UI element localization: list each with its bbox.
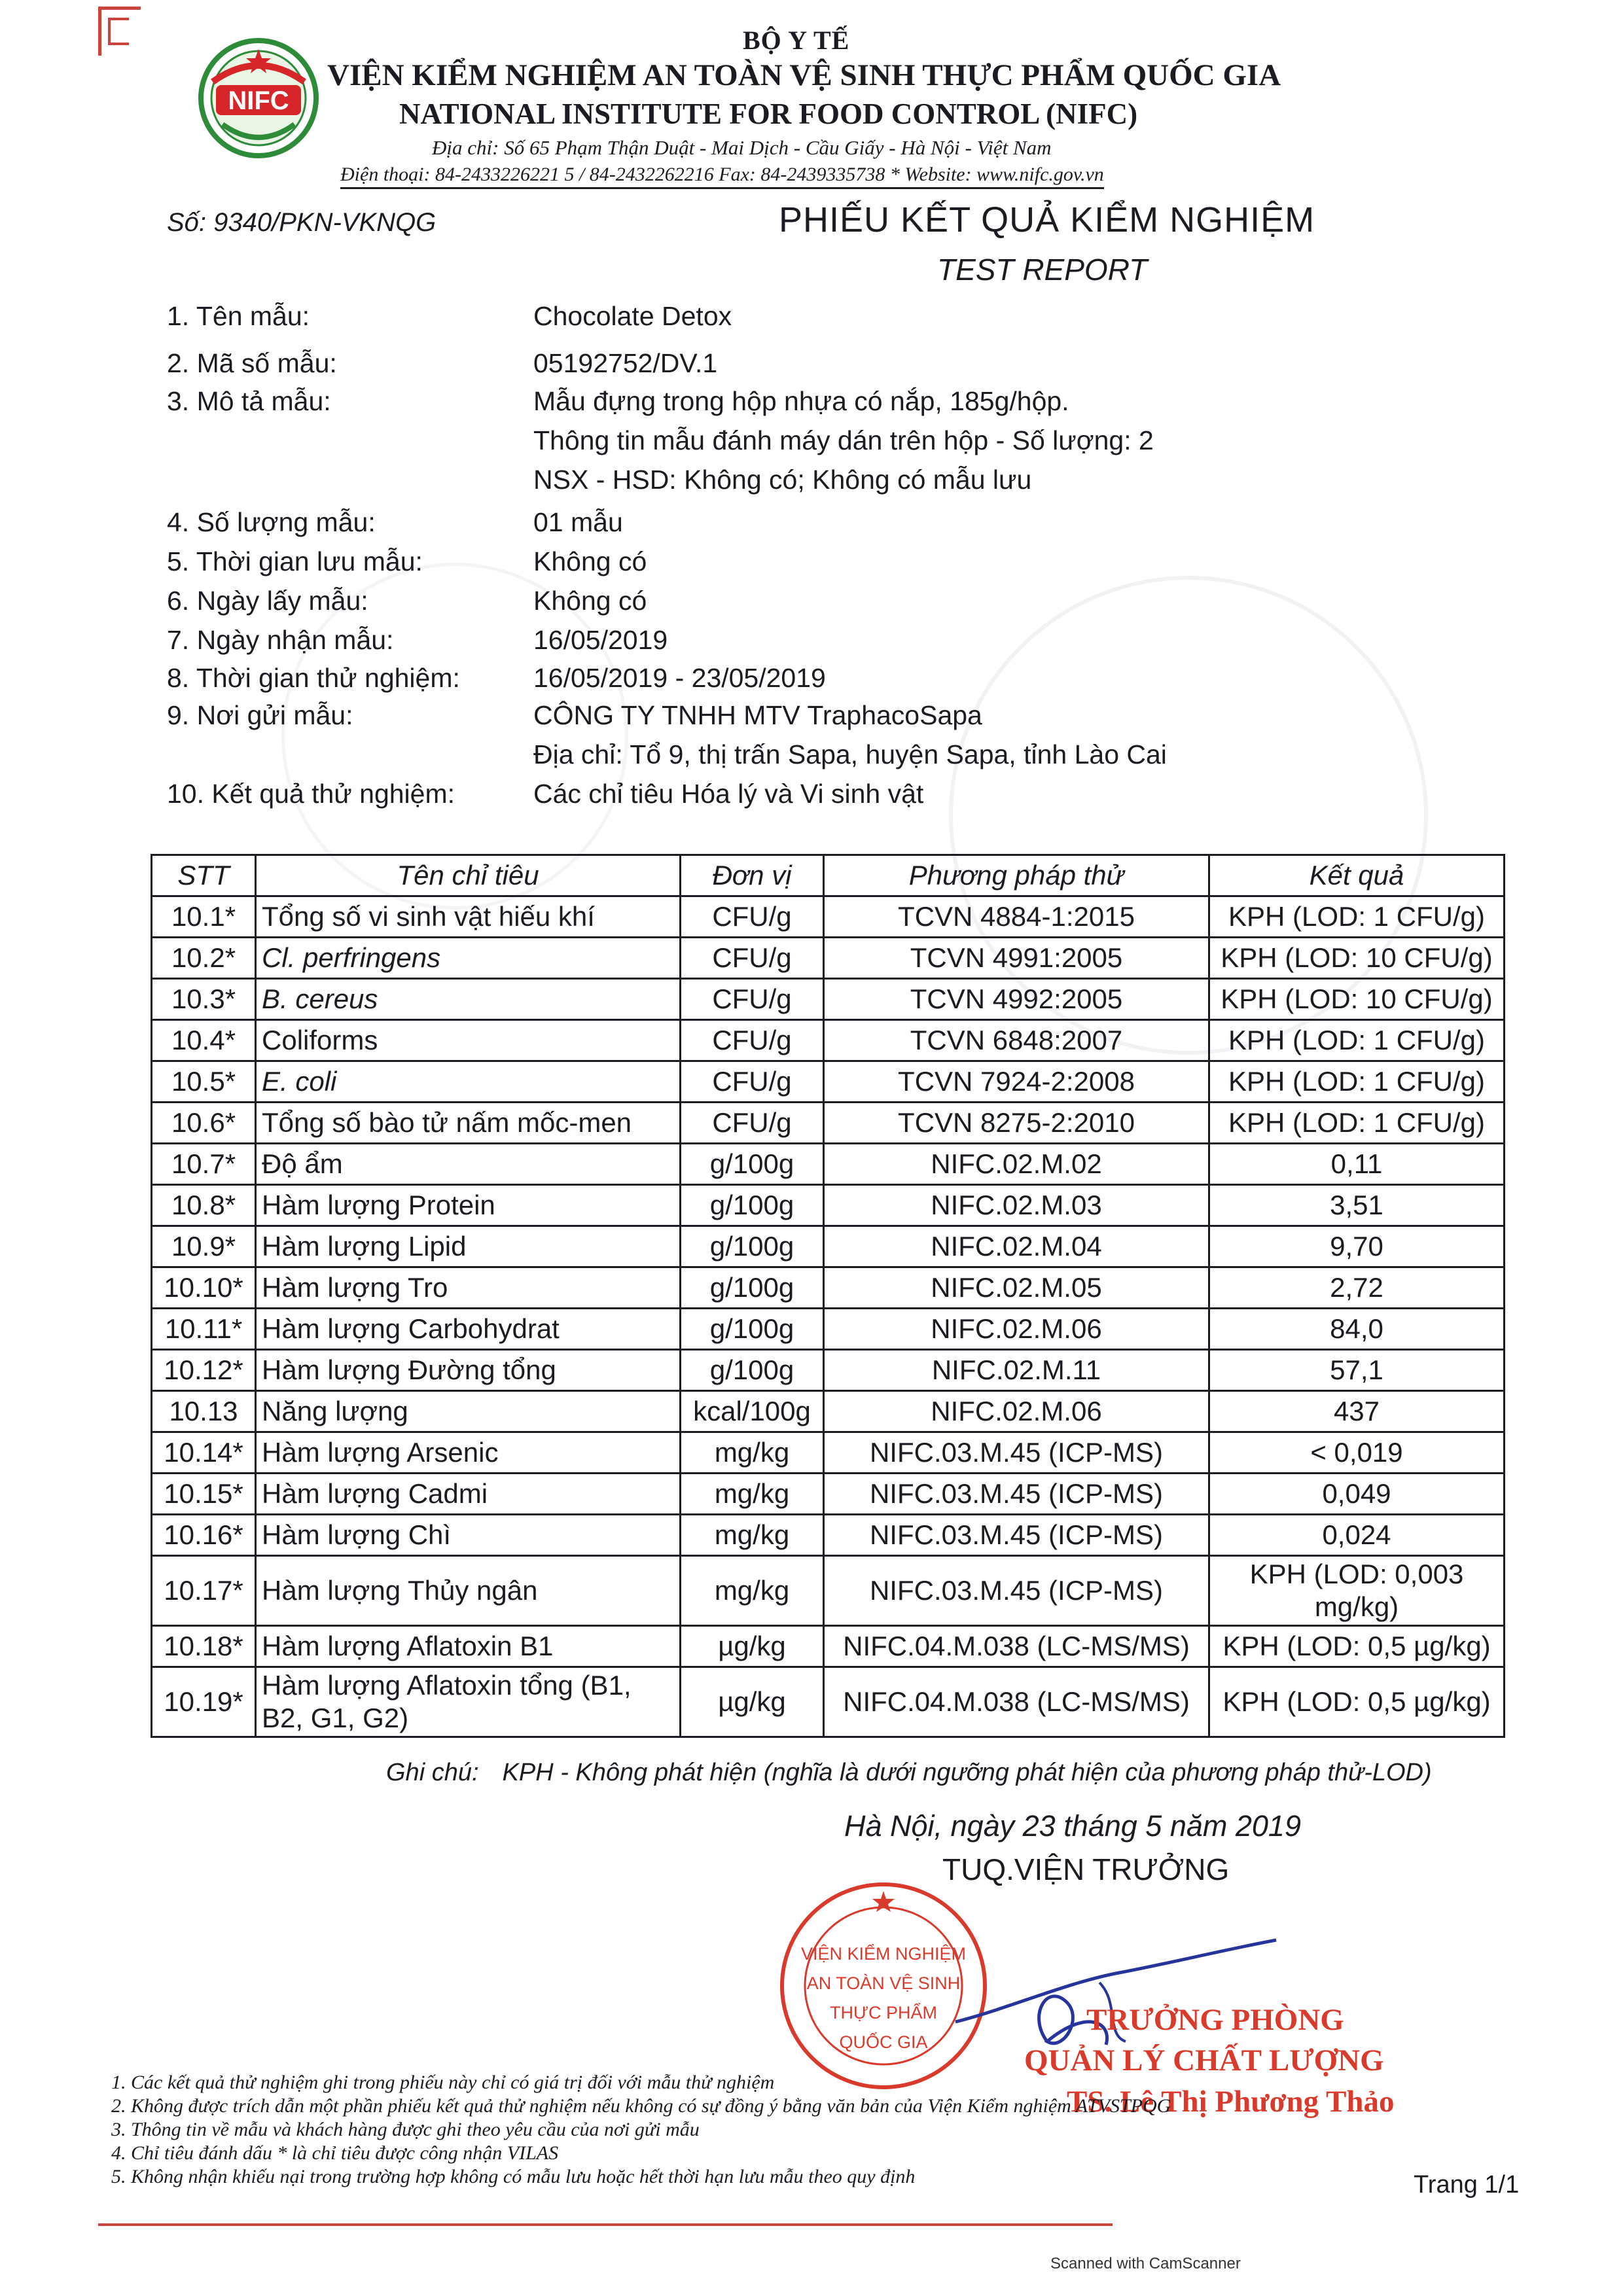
cell-stt: 10.15* <box>152 1474 256 1515</box>
info-value: CÔNG TY TNHH MTV TraphacoSapa <box>533 700 982 730</box>
cell-name: Hàm lượng Aflatoxin B1 <box>256 1626 681 1667</box>
stamp-line: QUỐC GIA <box>839 2032 928 2052</box>
cell-unit: kcal/100g <box>681 1391 824 1432</box>
info-value: 16/05/2019 <box>533 625 668 655</box>
report-title: PHIẾU KẾT QUẢ KIỂM NGHIỆM <box>779 200 1315 239</box>
footnote-item: 2. Không được trích dẫn một phần phiếu kết quả thử nghiệm nếu không có sự đồng ý bằng văn bản của Viện Kiểm nghiệm ATVSTPQG <box>111 2095 1171 2117</box>
cell-method: TCVN 4992:2005 <box>824 979 1209 1020</box>
cell-name: E. coli <box>256 1061 681 1103</box>
cell-stt: 10.14* <box>152 1432 256 1474</box>
cell-unit: CFU/g <box>681 896 824 938</box>
cell-unit: mg/kg <box>681 1515 824 1556</box>
cell-result: KPH (LOD: 1 CFU/g) <box>1209 1020 1505 1061</box>
table-row <box>152 979 1505 1020</box>
cell-result: 0,11 <box>1209 1144 1505 1185</box>
cell-unit: CFU/g <box>681 1020 824 1061</box>
cell-result: 0,024 <box>1209 1515 1505 1556</box>
table-row <box>152 1556 1505 1626</box>
corner-ornament <box>98 7 141 56</box>
cell-method: TCVN 4991:2005 <box>824 938 1209 979</box>
cell-method: NIFC.02.M.03 <box>824 1185 1209 1226</box>
nifc-logo <box>196 36 321 160</box>
cell-result: 437 <box>1209 1391 1505 1432</box>
cell-unit: CFU/g <box>681 938 824 979</box>
cell-name: Hàm lượng Chì <box>256 1515 681 1556</box>
table-row <box>152 1309 1505 1350</box>
cell-name: Năng lượng <box>256 1391 681 1432</box>
cell-result: KPH (LOD: 10 CFU/g) <box>1209 938 1505 979</box>
cell-result: KPH (LOD: 1 CFU/g) <box>1209 1061 1505 1103</box>
cell-stt: 10.1* <box>152 896 256 938</box>
cell-stt: 10.4* <box>152 1020 256 1061</box>
col-header-stt: STT <box>152 855 256 896</box>
cell-stt: 10.11* <box>152 1309 256 1350</box>
col-header-result: Kết quả <box>1209 855 1505 896</box>
cell-unit: CFU/g <box>681 1103 824 1144</box>
signatory-name: TS. Lê Thị Phương Thảo <box>1067 2085 1395 2119</box>
cell-unit: g/100g <box>681 1185 824 1226</box>
cell-method: NIFC.02.M.06 <box>824 1391 1209 1432</box>
cell-method: NIFC.02.M.06 <box>824 1309 1209 1350</box>
cell-name: Hàm lượng Thủy ngân <box>256 1556 681 1626</box>
cell-method: NIFC.02.M.05 <box>824 1267 1209 1309</box>
cell-result: 2,72 <box>1209 1267 1505 1309</box>
cell-method: NIFC.03.M.45 (ICP-MS) <box>824 1432 1209 1474</box>
info-label: 6. Ngày lấy mẫu: <box>167 586 368 616</box>
cell-method: NIFC.04.M.038 (LC-MS/MS) <box>824 1626 1209 1667</box>
table-row <box>152 1391 1505 1432</box>
info-value: Chocolate Detox <box>533 301 732 331</box>
cell-result: 84,0 <box>1209 1309 1505 1350</box>
info-value: Các chỉ tiêu Hóa lý và Vi sinh vật <box>533 779 924 809</box>
footnote-item: 1. Các kết quả thử nghiệm ghi trong phiếu này chỉ có giá trị đối với mẫu thử nghiệm <box>111 2072 775 2093</box>
cell-unit: µg/kg <box>681 1626 824 1667</box>
logo-text: NIFC <box>228 86 289 115</box>
cell-stt: 10.16* <box>152 1515 256 1556</box>
cell-name: Hàm lượng Cadmi <box>256 1474 681 1515</box>
cell-unit: g/100g <box>681 1267 824 1309</box>
footnotes <box>111 2071 1171 2189</box>
table-row <box>152 1626 1505 1667</box>
note-label: Ghi chú: <box>386 1759 479 1786</box>
footnote-item: 3. Thông tin về mẫu và khách hàng được ghi theo yêu cầu của nơi gửi mẫu <box>111 2119 700 2140</box>
cell-stt: 10.10* <box>152 1267 256 1309</box>
institute-contact: Điện thoại: 84-2433226221 5 / 84-2432262216 Fax: 84-2439335738 * Website: www.nifc.gov.vn <box>340 164 1104 189</box>
table-row <box>152 1432 1505 1474</box>
cell-name: Tổng số vi sinh vật hiếu khí <box>256 896 681 938</box>
col-header-name: Tên chỉ tiêu <box>256 855 681 896</box>
cell-result: 0,049 <box>1209 1474 1505 1515</box>
report-subtitle: TEST REPORT <box>937 253 1148 287</box>
institute-name-vn: VIỆN KIỂM NGHIỆM AN TOÀN VỆ SINH THỰC PHẨM QUỐC GIA <box>327 58 1281 92</box>
cell-stt: 10.18* <box>152 1626 256 1667</box>
table-row <box>152 1103 1505 1144</box>
cell-stt: 10.6* <box>152 1103 256 1144</box>
note <box>386 1759 1432 1787</box>
issue-date: Hà Nội, ngày 23 tháng 5 năm 2019 <box>844 1809 1301 1843</box>
cell-unit: g/100g <box>681 1144 824 1185</box>
cell-unit: mg/kg <box>681 1556 824 1626</box>
info-label: 7. Ngày nhận mẫu: <box>167 625 394 655</box>
cell-method: TCVN 6848:2007 <box>824 1020 1209 1061</box>
for-director: TUQ.VIỆN TRƯỞNG <box>942 1852 1230 1886</box>
cell-name: Hàm lượng Aflatoxin tổng (B1, B2, G1, G2) <box>256 1667 681 1737</box>
stamp-line: THỰC PHẨM <box>829 2003 938 2022</box>
cell-stt: 10.7* <box>152 1144 256 1185</box>
table-row <box>152 1267 1505 1309</box>
table-row <box>152 1667 1505 1737</box>
info-value: Thông tin mẫu đánh máy dán trên hộp - Số lượng: 2 <box>533 425 1154 455</box>
info-label: 10. Kết quả thử nghiệm: <box>167 779 455 809</box>
footnote-item: 5. Không nhận khiếu nại trong trường hợp không có mẫu lưu hoặc hết thời hạn lưu mẫu theo quy định <box>111 2166 916 2187</box>
cell-unit: µg/kg <box>681 1667 824 1737</box>
info-label: 1. Tên mẫu: <box>167 301 310 331</box>
cell-method: NIFC.02.M.04 <box>824 1226 1209 1267</box>
stamp-line: AN TOÀN VỆ SINH <box>806 1973 961 1993</box>
cell-method: TCVN 7924-2:2008 <box>824 1061 1209 1103</box>
cell-stt: 10.2* <box>152 938 256 979</box>
cell-result: 3,51 <box>1209 1185 1505 1226</box>
cell-stt: 10.8* <box>152 1185 256 1226</box>
cell-name: Độ ẩm <box>256 1144 681 1185</box>
info-label: 3. Mô tả mẫu: <box>167 386 331 416</box>
cell-result: KPH (LOD: 1 CFU/g) <box>1209 1103 1505 1144</box>
signatory-title-1: TRƯỞNG PHÒNG <box>1086 2003 1344 2037</box>
info-value: Không có <box>533 546 647 576</box>
cell-unit: g/100g <box>681 1350 824 1391</box>
cell-stt: 10.9* <box>152 1226 256 1267</box>
cell-result: KPH (LOD: 0,5 µg/kg) <box>1209 1667 1505 1737</box>
cell-stt: 10.5* <box>152 1061 256 1103</box>
table-row <box>152 1226 1505 1267</box>
info-value: Không có <box>533 586 647 616</box>
info-label: 4. Số lượng mẫu: <box>167 507 376 537</box>
cell-name: Hàm lượng Protein <box>256 1185 681 1226</box>
table-row <box>152 1515 1505 1556</box>
cell-method: TCVN 4884-1:2015 <box>824 896 1209 938</box>
scanner-watermark: Scanned with CamScanner <box>1050 2255 1241 2272</box>
info-value: 01 mẫu <box>533 507 623 537</box>
cell-result: KPH (LOD: 10 CFU/g) <box>1209 979 1505 1020</box>
cell-unit: CFU/g <box>681 979 824 1020</box>
cell-name: Hàm lượng Arsenic <box>256 1432 681 1474</box>
cell-stt: 10.19* <box>152 1667 256 1737</box>
info-label: 5. Thời gian lưu mẫu: <box>167 546 423 576</box>
info-value: Mẫu đựng trong hộp nhựa có nắp, 185g/hộp. <box>533 386 1069 416</box>
cell-unit: g/100g <box>681 1309 824 1350</box>
footnote-item: 4. Chỉ tiêu đánh dấu * là chỉ tiêu được công nhận VILAS <box>111 2142 559 2164</box>
col-header-unit: Đơn vị <box>681 855 824 896</box>
cell-stt: 10.3* <box>152 979 256 1020</box>
info-value: 05192752/DV.1 <box>533 348 718 378</box>
info-label: 9. Nơi gửi mẫu: <box>167 700 353 730</box>
cell-name: Hàm lượng Carbohydrat <box>256 1309 681 1350</box>
cell-result: 9,70 <box>1209 1226 1505 1267</box>
note-text: KPH - Không phát hiện (nghĩa là dưới ngưỡng phát hiện của phương pháp thử-LOD) <box>502 1759 1432 1786</box>
institute-name-en: NATIONAL INSTITUTE FOR FOOD CONTROL (NIFC) <box>399 97 1138 130</box>
cell-result: < 0,019 <box>1209 1432 1505 1474</box>
signatory-title-2: QUẢN LÝ CHẤT LƯỢNG <box>1024 2043 1384 2077</box>
cell-unit: g/100g <box>681 1226 824 1267</box>
page-count: Trang 1/1 <box>1414 2171 1520 2199</box>
cell-unit: CFU/g <box>681 1061 824 1103</box>
info-label: 8. Thời gian thử nghiệm: <box>167 663 460 693</box>
cell-method: NIFC.03.M.45 (ICP-MS) <box>824 1515 1209 1556</box>
stamp-line: VIỆN KIỂM NGHIỆM <box>800 1944 967 1964</box>
cell-result: KPH (LOD: 0,003 mg/kg) <box>1209 1556 1505 1626</box>
cell-stt: 10.13 <box>152 1391 256 1432</box>
cell-name: B. cereus <box>256 979 681 1020</box>
table-row <box>152 1185 1505 1226</box>
cell-stt: 10.12* <box>152 1350 256 1391</box>
table-row <box>152 1061 1505 1103</box>
info-value: Địa chỉ: Tổ 9, thị trấn Sapa, huyện Sapa, tỉnh Lào Cai <box>533 739 1167 769</box>
info-value: 16/05/2019 - 23/05/2019 <box>533 663 826 693</box>
table-row <box>152 1474 1505 1515</box>
table-row <box>152 1144 1505 1185</box>
cell-name: Hàm lượng Lipid <box>256 1226 681 1267</box>
bottom-divider <box>98 2223 1113 2226</box>
cell-method: NIFC.03.M.45 (ICP-MS) <box>824 1556 1209 1626</box>
table-row <box>152 1020 1505 1061</box>
cell-unit: mg/kg <box>681 1432 824 1474</box>
cell-method: NIFC.02.M.11 <box>824 1350 1209 1391</box>
cell-name: Tổng số bào tử nấm mốc-men <box>256 1103 681 1144</box>
cell-name: Hàm lượng Đường tổng <box>256 1350 681 1391</box>
col-header-method: Phương pháp thử <box>824 855 1209 896</box>
table-header-row <box>152 855 1505 896</box>
cell-name: Hàm lượng Tro <box>256 1267 681 1309</box>
cell-method: NIFC.03.M.45 (ICP-MS) <box>824 1474 1209 1515</box>
table-row <box>152 896 1505 938</box>
cell-name: Cl. perfringens <box>256 938 681 979</box>
cell-method: NIFC.04.M.038 (LC-MS/MS) <box>824 1667 1209 1737</box>
cell-result: 57,1 <box>1209 1350 1505 1391</box>
cell-name: Coliforms <box>256 1020 681 1061</box>
results-table <box>151 854 1505 1738</box>
cell-method: TCVN 8275-2:2010 <box>824 1103 1209 1144</box>
report-number: Số: 9340/PKN-VKNQG <box>167 208 437 237</box>
info-value: NSX - HSD: Không có; Không có mẫu lưu <box>533 465 1032 495</box>
institute-address: Địa chỉ: Số 65 Phạm Thận Duật - Mai Dịch - Cầu Giấy - Hà Nội - Việt Nam <box>432 136 1052 159</box>
cell-method: NIFC.02.M.02 <box>824 1144 1209 1185</box>
cell-stt: 10.17* <box>152 1556 256 1626</box>
table-row <box>152 1350 1505 1391</box>
info-label: 2. Mã số mẫu: <box>167 348 337 378</box>
cell-result: KPH (LOD: 1 CFU/g) <box>1209 896 1505 938</box>
table-row <box>152 938 1505 979</box>
ministry-name: BỘ Y TẾ <box>743 26 850 55</box>
cell-result: KPH (LOD: 0,5 µg/kg) <box>1209 1626 1505 1667</box>
cell-unit: mg/kg <box>681 1474 824 1515</box>
